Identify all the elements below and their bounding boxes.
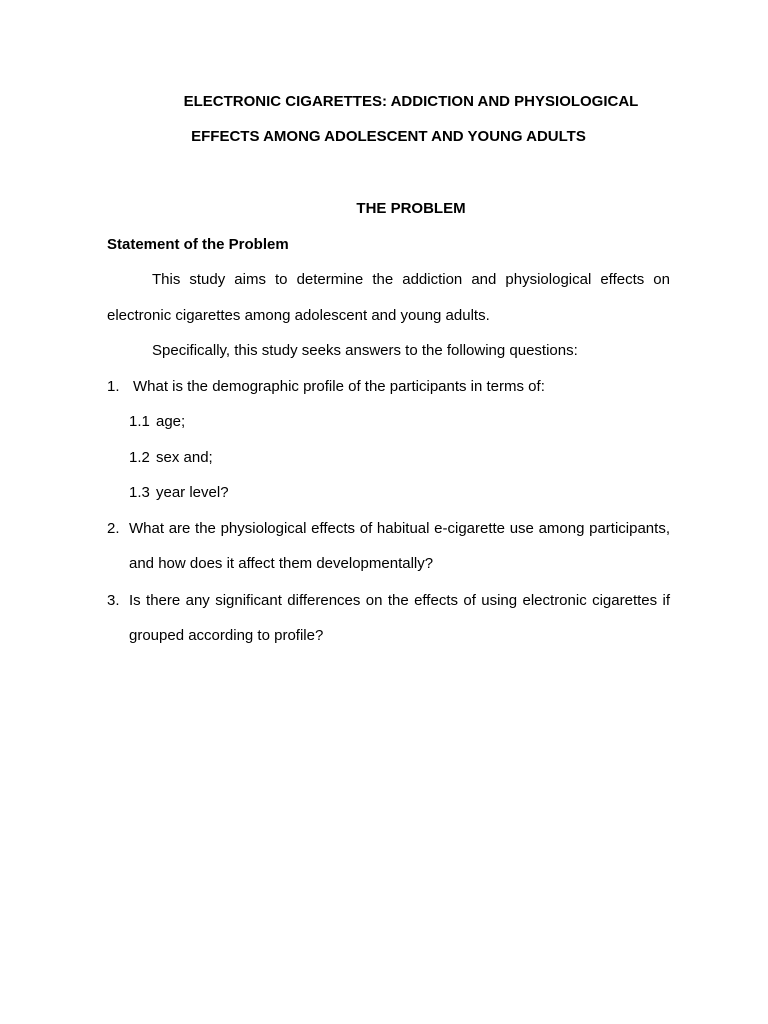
question-1-number: 1. [107, 378, 120, 395]
question-3-number: 3. [107, 592, 120, 609]
sub-item-1-1-text: age; [156, 413, 186, 430]
chapter-heading: THE PROBLEM [356, 200, 466, 217]
section-heading: Statement of the Problem [107, 236, 289, 253]
question-3-text-line-1: Is there any significant differences on the effects of using electronic cigarettes if [129, 592, 670, 609]
document-title-line-1: ELECTRONIC CIGARETTES: ADDICTION AND PHYSIOLOGICAL [183, 93, 639, 110]
intro-paragraph-line-2: electronic cigarettes among adolescent and young adults. [107, 307, 490, 324]
sub-item-1-3-number: 1.3 [129, 484, 150, 501]
question-2-text-line-2: and how does it affect them developmentally? [129, 555, 434, 572]
intro-paragraph-line-1: This study aims to determine the addiction and physiological effects on [152, 271, 670, 288]
sub-item-1-2-text: sex and; [156, 449, 213, 466]
sub-item-1-1-number: 1.1 [129, 413, 150, 430]
sub-item-1-2-number: 1.2 [129, 449, 150, 466]
question-3-text-line-2: grouped according to profile? [129, 627, 324, 644]
sub-item-1-3-text: year level? [156, 484, 229, 501]
question-1-text: What is the demographic profile of the participants in terms of: [133, 378, 545, 395]
question-2-text-line-1: What are the physiological effects of habitual e-cigarette use among participants, [129, 520, 670, 537]
lead-in-paragraph: Specifically, this study seeks answers to the following questions: [152, 342, 578, 359]
question-2-number: 2. [107, 520, 120, 537]
document-title-line-2: EFFECTS AMONG ADOLESCENT AND YOUNG ADULTS [191, 128, 586, 145]
